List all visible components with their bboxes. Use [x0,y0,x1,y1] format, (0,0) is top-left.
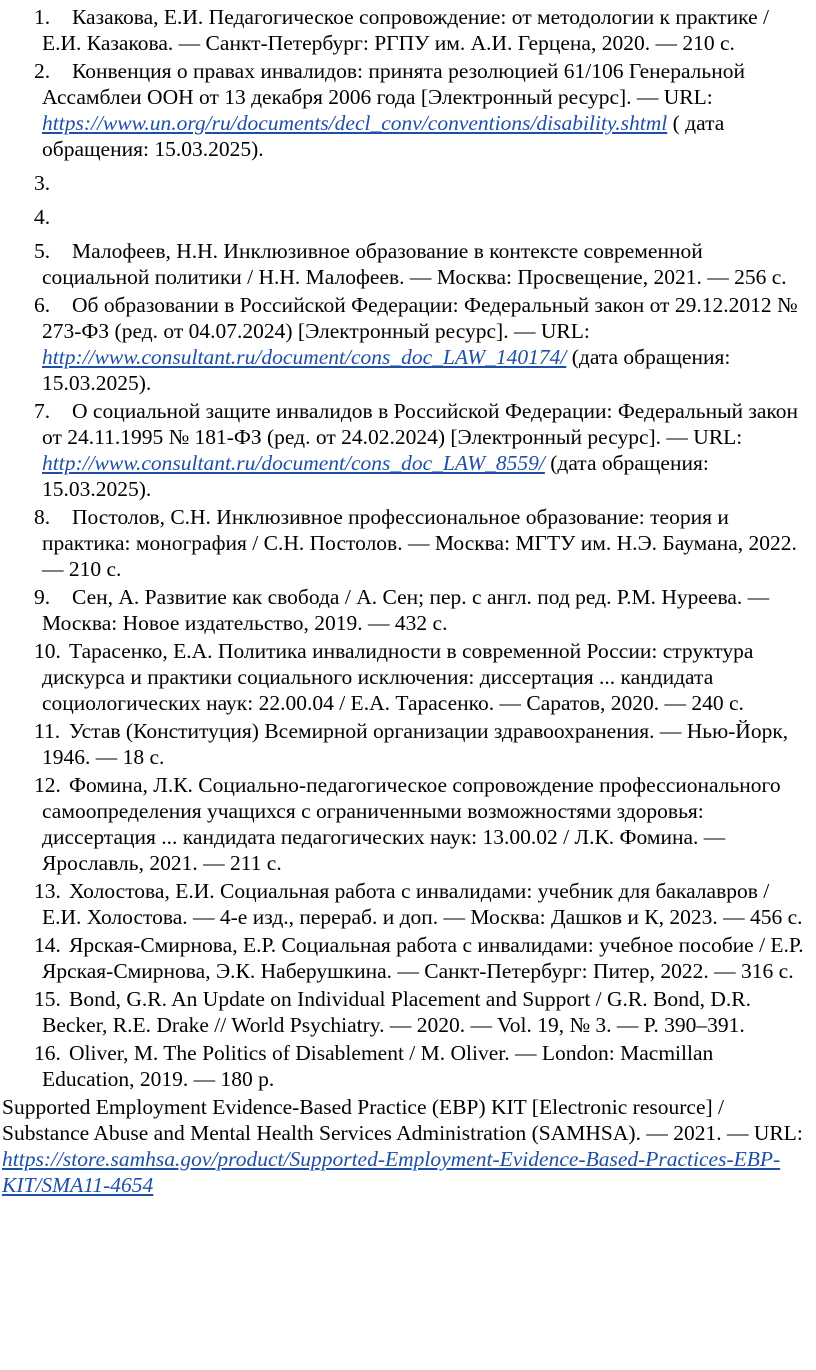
reference-text: Oliver, M. The Politics of Disablement / M. Oliver. — London: Macmillan Education, 2019. — 180 p. [42,1041,714,1091]
unnumbered-reference-link[interactable]: https://store.samhsa.gov/product/Supported-Employment-Evidence-Based-Practices-EBP-KIT/SMA11-4654 [2,1147,781,1197]
reference-item [0,4,816,56]
reference-number: 11. [34,719,61,743]
reference-number: 12. [34,773,61,797]
reference-number: 5. [34,239,51,263]
reference-number: 14. [34,933,61,957]
reference-text: Малофеев, Н.Н. Инклюзивное образование в контексте современной социальной политики / Н.Н. Малофеев. — Москва: Просвещение, 2021. — 256 с. [42,239,787,289]
reference-item [0,584,816,636]
reference-number: 13. [34,879,61,903]
reference-number: 16. [34,1041,61,1065]
reference-text: Постолов, С.Н. Инклюзивное профессиональное образование: теория и практика: монография / С.Н. Постолов. — Москва: МГТУ им. Н.Э. Баумана, 2022. — 210 с. [42,505,797,581]
reference-link[interactable]: http://www.consultant.ru/document/cons_doc_LAW_8559/ [42,451,545,475]
reference-number: 7. [34,399,51,423]
reference-number: 1. [34,5,51,29]
document-page [0,4,816,1198]
reference-item [0,638,816,716]
reference-item [0,504,816,582]
reference-link[interactable]: http://www.consultant.ru/document/cons_doc_LAW_140174/ [42,345,567,369]
reference-link[interactable]: https://www.un.org/ru/documents/decl_conv/conventions/disability.shtml [42,111,668,135]
reference-number: 9. [34,585,51,609]
reference-text: Конвенция о правах инвалидов: принята резолюцией 61/106 Генеральной Ассамблеи ООН от 13 декабря 2006 года [Электронный ресурс]. — URL: [42,59,745,109]
reference-item [0,772,816,876]
reference-item [0,398,816,502]
reference-number: 8. [34,505,51,529]
reference-text: Сен, А. Развитие как свобода / А. Сен; пер. с англ. под ред. Р.М. Нуреева. — Москва: Новое издательство, 2019. — 432 с. [42,585,770,635]
reference-text: (дата обращения: 15.03.2025). [42,345,731,395]
reference-number: 3. [34,171,51,195]
reference-text: Об образовании в Российской Федерации: Федеральный закон от 29.12.2012 № 273-ФЗ (ред. от 04.07.2024) [Электронный ресурс]. — URL: [42,293,798,343]
reference-number: 15. [34,987,61,1011]
reference-item [0,238,816,290]
reference-item [0,932,816,984]
reference-number: 4. [34,205,51,229]
reference-item [0,292,816,396]
reference-text: О социальной защите инвалидов в Российской Федерации: Федеральный закон от 24.11.1995 № 181-ФЗ (ред. от 24.02.2024) [Электронный ресурс]. — URL: [42,399,799,449]
reference-text: Фомина, Л.К. Социально-педагогическое сопровождение профессионального самоопределения учащихся с ограниченными возможностями здоровья: диссертация ... кандидата педагогических наук: 13.00.02 / Л.К. Фомина. — Ярославль, 2021. — 211 с. [42,773,781,875]
reference-text: ( дата обращения: 15.03.2025). [42,111,725,161]
reference-text: Ярская-Смирнова, Е.Р. Социальная работа с инвалидами: учебное пособие / Е.Р. Ярская-Смирнова, Э.К. Наберушкина. — Санкт-Петербург: Питер, 2022. — 316 с. [42,933,804,983]
reference-item [0,204,816,230]
reference-text: Bond, G.R. An Update on Individual Placement and Support / G.R. Bond, D.R. Becker, R.E. Drake // World Psychiatry. — 2020. — Vol. 19, № 3. — P. 390–391. [42,987,751,1037]
reference-item [0,878,816,930]
reference-number: 2. [34,59,51,83]
reference-text: (дата обращения: 15.03.2025). [42,451,709,501]
reference-item [0,170,816,196]
reference-text: Устав (Конституция) Всемирной организации здравоохранения. — Нью-Йорк, 1946. — 18 с. [42,719,789,769]
reference-item [0,58,816,162]
unnumbered-reference [0,1094,816,1198]
reference-text: Казакова, Е.И. Педагогическое сопровождение: от методологии к практике / Е.И. Казакова. — Санкт-Петербург: РГПУ им. А.И. Герцена, 2020. — 210 с. [42,5,769,55]
reference-number: 6. [34,293,51,317]
reference-list [0,4,816,1092]
reference-item [0,718,816,770]
reference-item [0,1040,816,1092]
reference-item [0,986,816,1038]
unnumbered-reference-text: Supported Employment Evidence-Based Practice (EBP) KIT [Electronic resource] / Substance Abuse and Mental Health Services Administration (SAMHSA). — 2021. — URL: [2,1095,803,1145]
reference-text: Тарасенко, Е.А. Политика инвалидности в современной России: структура дискурса и практики социального исключения: диссертация ... кандидата социологических наук: 22.00.04 / Е.А. Тарасенко. — Саратов, 2020. — 240 с. [42,639,754,715]
reference-text: Холостова, Е.И. Социальная работа с инвалидами: учебник для бакалавров / Е.И. Холостова. — 4-е изд., перераб. и доп. — Москва: Дашков и К, 2023. — 456 с. [42,879,803,929]
reference-number: 10. [34,639,61,663]
